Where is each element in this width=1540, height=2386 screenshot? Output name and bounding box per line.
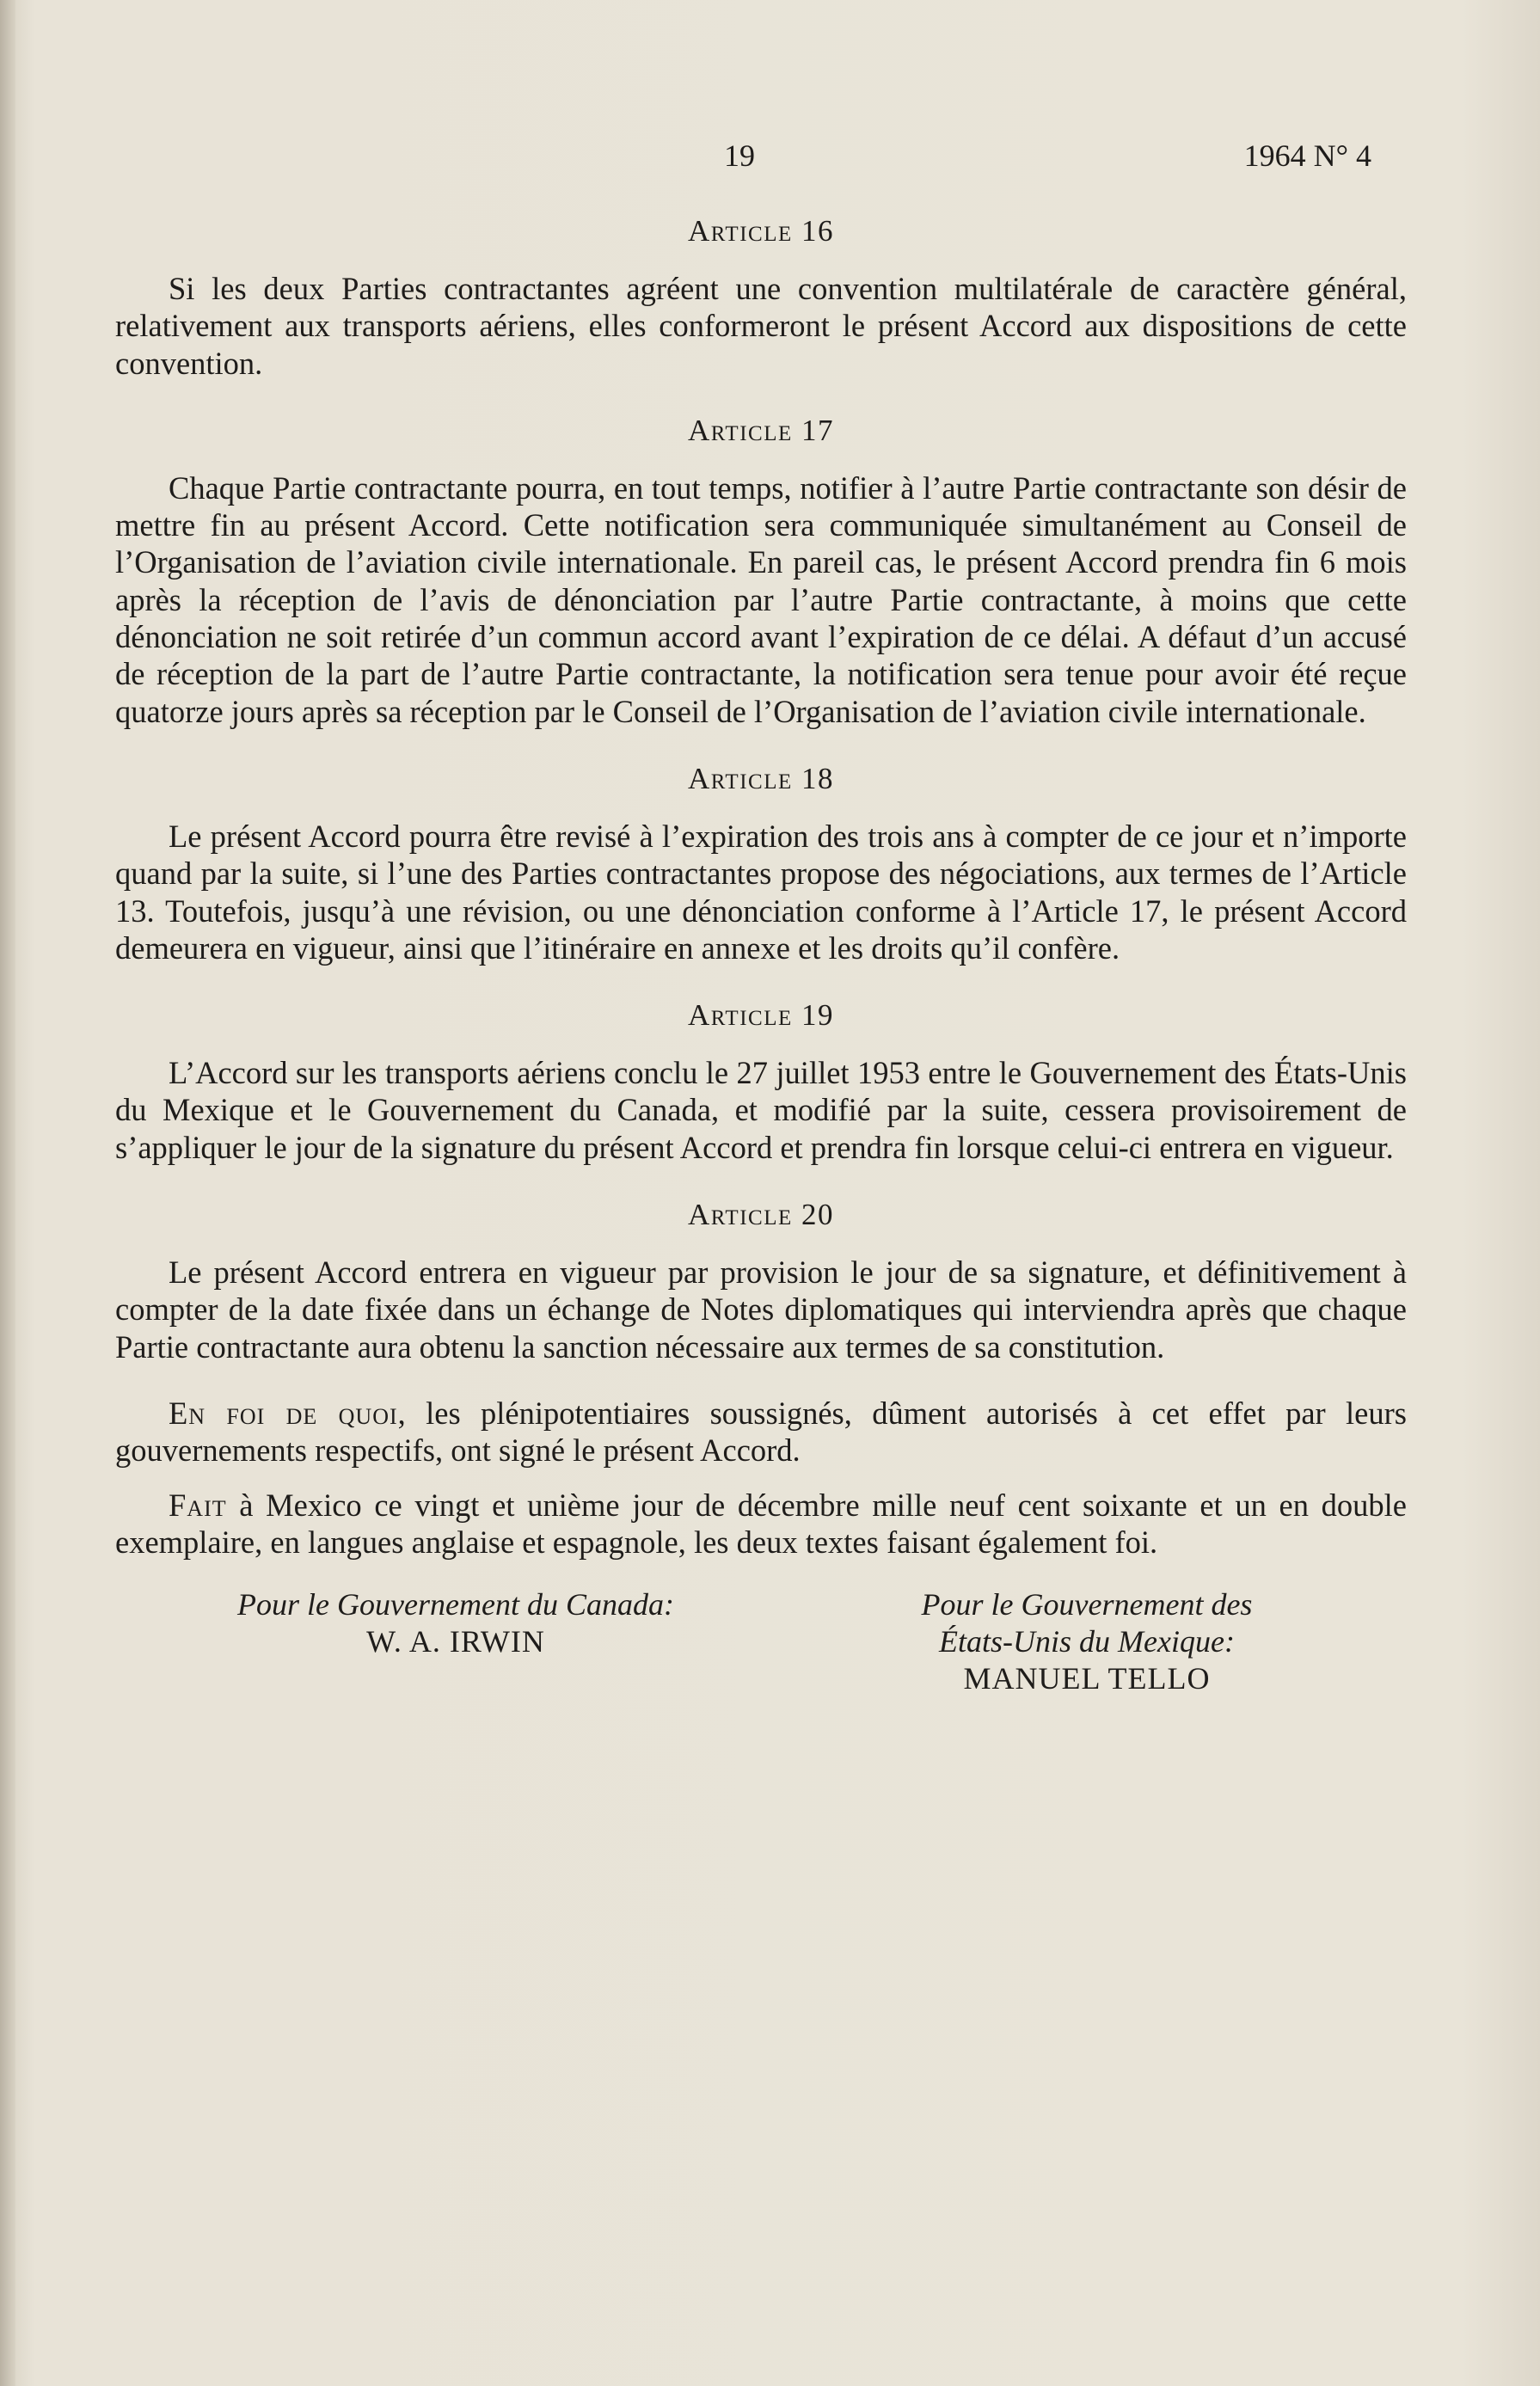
article-heading: Article 18 [687, 761, 834, 795]
done-at-lead: Fait [169, 1487, 227, 1523]
signature-canada [138, 1586, 774, 1660]
article-heading: Article 20 [687, 1198, 834, 1232]
article-heading: Article 19 [687, 998, 834, 1033]
article-paragraph: Le présent Accord pourra être revisé à l’expiration des trois ans à compter de ce jour et n’importe quand par la suite, si l’une des Parties contractantes propose des négociations, aux termes de l’Article 13. Toutefois, jusqu’à une révision, ou une dénonciation conforme à l’Article 17, le présent Accord demeurera en vigueur, ainsi que l’itinéraire en annexe et les droits qu’il confère. [115, 818, 1407, 966]
done-at-clause [115, 1487, 1407, 1561]
signature-caption-line2: États-Unis du Mexique: [939, 1624, 1235, 1659]
signature-block [115, 1586, 1407, 1724]
article-paragraph: Chaque Partie contractante pourra, en tout temps, notifier à l’autre Partie contractante son désir de mettre fin au présent Accord. Cette notification sera communiquée simultanément au Conseil de l’Organisation de l’aviation civile internationale. En pareil cas, le présent Accord prendra fin 6 mois après la réception de l’avis de dénonciation par l’autre Partie contractante, à moins que cette dénonciation ne soit retirée d’un commun accord avant l’expiration de ce délai. A défaut d’un accusé de réception de la part de l’autre Partie contractante, la notification sera tenue pour avoir été reçue quatorze jours après sa réception par le Conseil de l’Organisation de l’aviation civile internationale. [115, 469, 1407, 729]
signature-caption: Pour le Gouvernement du Canada: [237, 1587, 674, 1622]
article-paragraph: L’Accord sur les transports aériens conclu le 27 juillet 1953 entre le Gouvernement des États-Unis du Mexique et le Gouvernement du Canada, et modifié par la suite, cessera provisoirement de s’appliquer le jour de la signature du présent Accord et prendra fin lorsque celui-ci entrera en vigueur. [115, 1055, 1407, 1165]
witness-clause [115, 1395, 1407, 1469]
article-17 [115, 411, 1407, 730]
document-body [115, 212, 1407, 1724]
article-18 [115, 759, 1407, 966]
page-number: 19 [724, 138, 755, 173]
journal-reference: 1964 N° 4 [1243, 138, 1371, 173]
signature-mexico [786, 1586, 1388, 1697]
article-19 [115, 996, 1407, 1166]
done-at-text: à Mexico ce vingt et unième jour de décembre mille neuf cent soixante et un en double exemplaire, en langues anglaise et espagnole, les deux textes faisant également foi. [115, 1487, 1407, 1560]
article-heading: Article 17 [687, 413, 834, 447]
witness-text: , les plénipotentiaires soussignés, dûment autorisés à cet effet par leurs gouvernements respectifs, ont signé le présent Accord. [115, 1395, 1407, 1469]
article-paragraph: Le présent Accord entrera en vigueur par provision le jour de sa signature, et définitivement à compter de la date fixée dans un échange de Notes diplomatiques qui interviendra après que chaque Partie contractante aura obtenu la sanction nécessaire aux termes de sa constitution. [115, 1254, 1407, 1365]
page-header [0, 138, 1540, 189]
signature-caption-line1: Pour le Gouvernement des [921, 1587, 1253, 1622]
signatory-name: W. A. IRWIN [366, 1624, 545, 1659]
article-16 [115, 212, 1407, 382]
article-heading: Article 16 [687, 214, 834, 248]
witness-lead: En foi de quoi [169, 1395, 398, 1431]
article-paragraph: Si les deux Parties contractantes agréent une convention multilatérale de caractère général, relativement aux transports aériens, elles conformeront le présent Accord aux dispositions de cette convention. [115, 271, 1407, 381]
book-spine-shadow [0, 0, 15, 2386]
article-20 [115, 1195, 1407, 1365]
signatory-name: MANUEL TELLO [963, 1661, 1211, 1696]
